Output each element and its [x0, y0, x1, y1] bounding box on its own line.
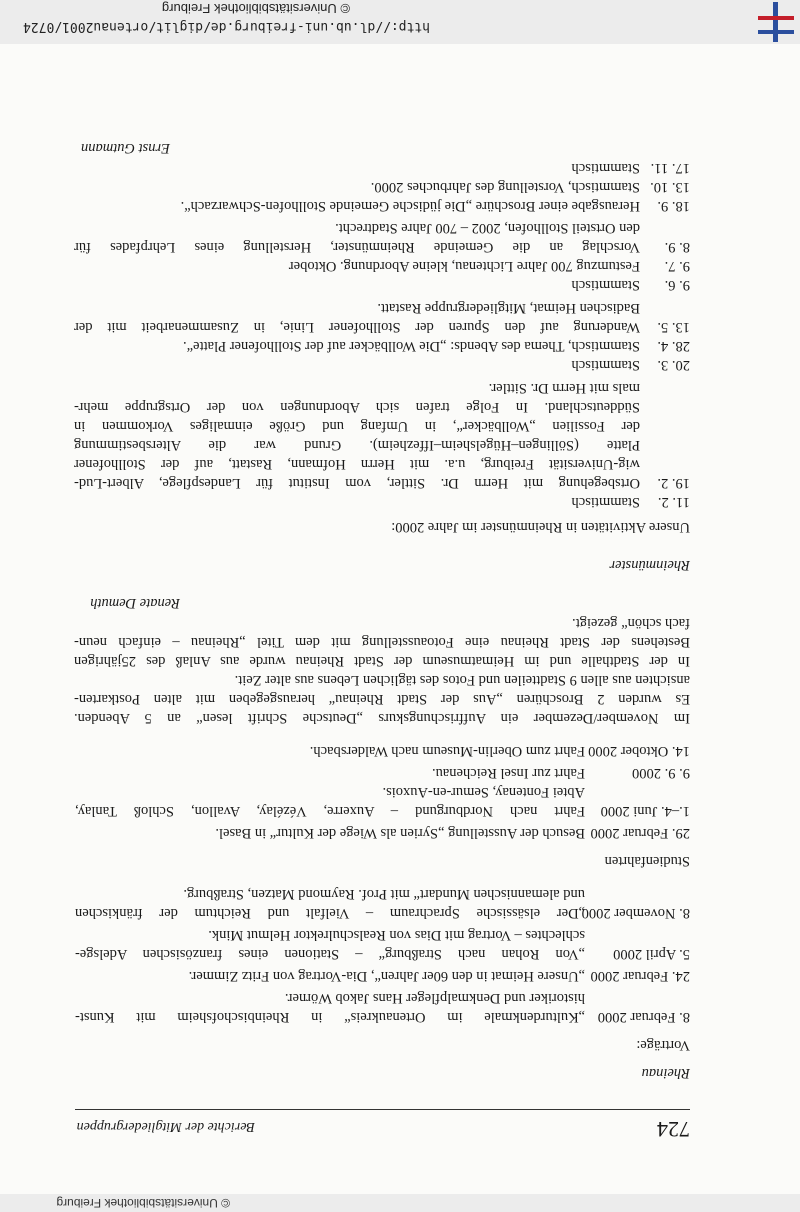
vortrag-line: „Kulturdenkmale im Ortenaukreis“ in Rheinbischofsheim mit Kunst-: [75, 1009, 585, 1025]
vortrag-line: „Unsere Heimat in den 60er Jahren“, Dia-Vortrag von Fritz Zimmer.: [188, 968, 585, 984]
activity-date: 18. 9.: [657, 198, 690, 214]
vortrag-line: und alemannischen Mundart“ mit Prof. Raymond Matzen, Straßburg.: [183, 886, 585, 902]
activity-line: mals mit Herrn Dr. Sittler.: [488, 380, 640, 396]
activity-date: 19. 2.: [657, 475, 690, 491]
activity-date: 9. 7.: [664, 258, 690, 274]
vortrag-line: schlechtes – Vortrag mit Dias von Realschulrektor Helmut Mink.: [208, 927, 585, 943]
page-number: 724: [657, 1117, 690, 1142]
activity-line: Stammtisch, Thema des Abends: „Die Wollbäcker auf der Stollhofener Platte“.: [183, 338, 640, 354]
activity-line: Wanderung auf den Spuren der Stollhofener Linie, in Zusammenarbeit mit der: [74, 319, 640, 335]
activity-line: Süddeutschland. In Folge trafen sich Abordnungen von der Ortsgruppe mehr-: [74, 399, 640, 415]
fahrt-line: Fahrt zur Insel Reichenau.: [431, 765, 585, 781]
activity-line: Platte (Söllingen–Hügelsheim–Iffezheim). Grund war die Altersbestimmung: [74, 437, 640, 453]
paragraph-line: In der Stadthalle und im Heimatmuseum der Stadt Rheinau wurde aus Anlaß des 25jährigen: [74, 653, 690, 669]
section-heading-rheinmuenster: Rheinmünster: [609, 557, 690, 573]
activity-date: 20. 3.: [657, 357, 690, 373]
activity-line: Stammtisch: [571, 494, 640, 510]
fahrt-date: 1.–4. Juni 2000: [600, 803, 690, 819]
activity-date: 13. 5.: [657, 319, 690, 335]
fahrt-date: 29. Februar 2000: [590, 825, 690, 841]
activity-line: den Ortsteil Stollhofen, 2002 – 700 Jahre Stadtrecht.: [335, 220, 640, 236]
activity-line: wig-Universität Freiburg, u.a. mit Herrn Hofmann, Rastatt, auf der Stollhofener: [74, 456, 640, 472]
fahrt-date: 9. 9. 2000: [632, 765, 690, 781]
header-copyright: © Universitätsbibliothek Freiburg: [56, 1196, 230, 1210]
fahrt-line: Fahrt zum Oberlin-Museum nach Waldersbach.: [309, 743, 585, 759]
activity-date: 13. 10.: [650, 179, 690, 195]
footer-copyright: © Universitätsbibliothek Freiburg: [161, 1, 350, 16]
page-url[interactable]: http://dl.ub.uni-freiburg.de/diglit/ortenau2001/0724: [23, 19, 430, 34]
section-heading-rheinau: Rheinau: [641, 1065, 690, 1081]
activity-date: 9. 6.: [664, 277, 690, 293]
activity-date: 11. 2.: [657, 494, 690, 510]
vortrag-date: 8. November 2000: [581, 905, 690, 921]
activity-date: 28. 4.: [657, 338, 690, 354]
vortrag-date: 5. April 2000: [613, 946, 690, 962]
header-rule: [75, 1109, 690, 1110]
paragraph-line: Es wurden 2 Broschüren „Aus der Stadt Rheinau“ herausgegeben mit alten Postkarten-: [74, 691, 690, 707]
activity-line: Festumzug 700 Jahre Lichtenau, kleine Abordnung. Oktober: [288, 258, 640, 274]
studienfahrten-label: Studienfahrten: [604, 853, 690, 869]
activity-line: Stammtisch: [571, 357, 640, 373]
activity-line: Badischen Heimat, Mitgliedergruppe Rastatt.: [377, 300, 640, 316]
paragraph-line: Bestehens der Stadt Rheinau eine Fotoausstellung mit dem Titel „Rheinau – einfach neun-: [74, 634, 690, 650]
vortrag-line: „Der elsässische Sprachraum – Vielfalt und Reichtum der fränkischen: [75, 905, 585, 921]
activity-line: Vorschlag an die Gemeinde Rheinmünster, Herstellung eines Lehrpfades für: [74, 239, 640, 255]
activity-line: Stammtisch, Vorstellung des Jahrbuches 2000.: [370, 179, 640, 195]
activities-intro: Unsere Aktivitäten in Rheinmünster im Jahre 2000:: [391, 519, 690, 535]
paragraph-line: fach schön“ gezeigt.: [572, 615, 690, 631]
activity-line: Ortsbegehung mit Herrn Dr. Sittler, vom Institut für Landespflege, Albert-Lud-: [74, 475, 640, 491]
activity-line: der Fossilien „Wollbäcker“, in Umfang und Größe einmaliges Vorkommen in: [74, 418, 640, 434]
vortrag-date: 24. Februar 2000: [590, 968, 690, 984]
author-name: Renate Demuth: [90, 595, 180, 611]
paragraph-line: Im November/Dezember ein Auffrischungskurs „Deutsche Schrift lesen“ an 5 Abenden.: [74, 710, 690, 726]
fahrt-date: 14. Oktober 2000: [588, 743, 690, 759]
activity-line: Stammtisch: [571, 160, 640, 176]
ub-freiburg-logo-icon: [758, 2, 794, 42]
vortrag-line: historiker und Denkmalpfleger Hans Jakob Wörner.: [284, 990, 585, 1006]
vortrag-line: „Von Rohan nach Straßburg“ – Stationen eines französischen Adelsge-: [75, 946, 585, 962]
fahrt-line: Fahrt nach Nordburgund – Auxerre, Vézélay, Avallon, Schloß Tanlay,: [75, 803, 585, 819]
vortraege-label: Vorträge:: [636, 1037, 690, 1053]
vortrag-date: 8. Februar 2000: [597, 1009, 690, 1025]
fahrt-line: Abtei Fontenay, Semur-en-Auxois.: [382, 784, 585, 800]
fahrt-line: Besuch der Ausstellung „Syrien als Wiege der Kultur“ in Basel.: [215, 825, 585, 841]
activity-line: Herausgabe einer Broschüre „Die jüdische Gemeinde Stollhofen-Schwarzach“.: [180, 198, 640, 214]
author-name: Ernst Gutmann: [80, 140, 170, 156]
running-head: Berichte der Mitgliedergruppen: [76, 1119, 255, 1134]
activity-line: Stammtisch: [571, 277, 640, 293]
activity-date: 8. 9.: [664, 239, 690, 255]
activity-date: 17. 11.: [650, 160, 690, 176]
paragraph-line: ansichten aus allen 9 Stadtteilen und Fotos des täglichen Lebens aus alter Zeit.: [234, 672, 690, 688]
